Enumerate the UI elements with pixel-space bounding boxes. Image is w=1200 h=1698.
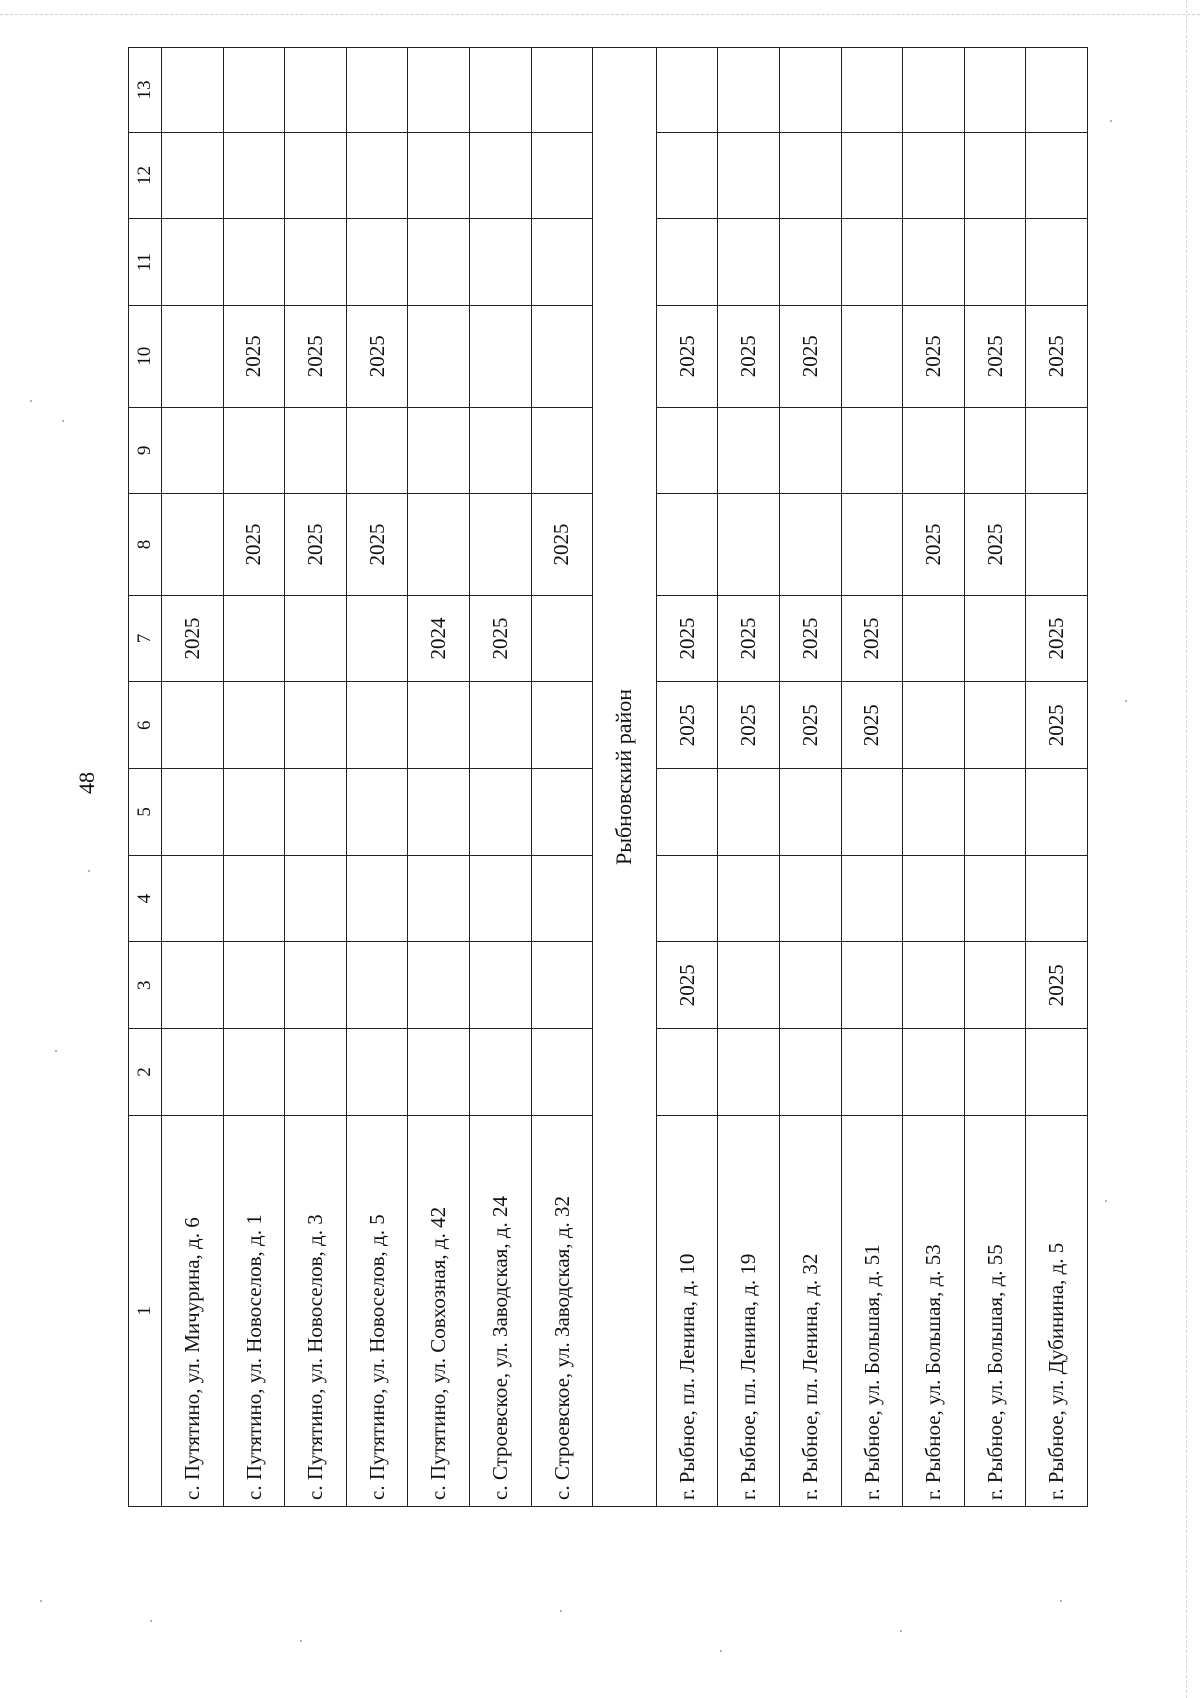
value-cell — [223, 48, 285, 133]
value-cell — [469, 494, 531, 595]
value-cell — [841, 48, 903, 133]
value-cell — [469, 132, 531, 219]
value-cell — [469, 1029, 531, 1116]
address-cell: с. Путятино, ул. Мичурина, д. 6 — [162, 1115, 224, 1506]
value-cell — [408, 306, 470, 407]
value-cell — [469, 407, 531, 494]
value-cell — [285, 407, 347, 494]
value-cell — [1026, 494, 1088, 595]
table-row — [841, 48, 903, 1507]
value-cell — [779, 48, 841, 133]
column-header: 13 — [129, 48, 162, 133]
value-cell — [964, 855, 1026, 942]
value-cell — [162, 682, 224, 769]
column-header: 6 — [129, 682, 162, 769]
value-cell — [346, 132, 408, 219]
table-row — [408, 48, 470, 1507]
value-cell — [223, 1029, 285, 1116]
value-cell — [1026, 219, 1088, 306]
value-cell — [718, 407, 780, 494]
address-cell: г. Рыбное, ул. Дубинина, д. 5 — [1026, 1115, 1088, 1506]
value-cell — [531, 132, 593, 219]
value-cell: 2025 — [223, 494, 285, 595]
table-row — [162, 48, 224, 1507]
column-header: 11 — [129, 219, 162, 306]
value-cell — [718, 769, 780, 856]
value-cell — [285, 682, 347, 769]
value-cell — [285, 219, 347, 306]
value-cell — [964, 595, 1026, 682]
value-cell — [162, 494, 224, 595]
value-cell: 2025 — [779, 306, 841, 407]
value-cell — [964, 219, 1026, 306]
value-cell — [656, 407, 718, 494]
value-cell — [346, 855, 408, 942]
value-cell: 2025 — [531, 494, 593, 595]
value-cell: 2025 — [718, 306, 780, 407]
value-cell — [408, 769, 470, 856]
value-cell: 2025 — [841, 682, 903, 769]
column-header: 8 — [129, 494, 162, 595]
value-cell — [469, 48, 531, 133]
address-cell: г. Рыбное, пл. Ленина, д. 10 — [656, 1115, 718, 1506]
value-cell — [469, 942, 531, 1029]
value-cell — [223, 855, 285, 942]
value-cell — [779, 407, 841, 494]
value-cell — [841, 132, 903, 219]
table-row — [718, 48, 780, 1507]
column-header: 1 — [129, 1115, 162, 1506]
value-cell — [469, 855, 531, 942]
value-cell — [903, 1029, 965, 1116]
value-cell — [469, 769, 531, 856]
value-cell — [841, 219, 903, 306]
address-cell: г. Рыбное, пл. Ленина, д. 19 — [718, 1115, 780, 1506]
value-cell — [718, 494, 780, 595]
column-header: 10 — [129, 306, 162, 407]
table-row — [903, 48, 965, 1507]
value-cell — [1026, 48, 1088, 133]
value-cell — [408, 855, 470, 942]
value-cell — [285, 942, 347, 1029]
value-cell — [346, 942, 408, 1029]
value-cell — [718, 942, 780, 1029]
address-cell: г. Рыбное, ул. Большая, д. 51 — [841, 1115, 903, 1506]
value-cell — [223, 595, 285, 682]
value-cell — [718, 132, 780, 219]
value-cell — [469, 219, 531, 306]
value-cell — [903, 48, 965, 133]
value-cell: 2024 — [408, 595, 470, 682]
value-cell: 2025 — [964, 306, 1026, 407]
value-cell: 2025 — [656, 595, 718, 682]
value-cell — [841, 407, 903, 494]
value-cell — [408, 494, 470, 595]
address-cell: с. Путятино, ул. Новоселов, д. 3 — [285, 1115, 347, 1506]
table-row — [469, 48, 531, 1507]
value-cell — [223, 219, 285, 306]
value-cell — [469, 682, 531, 769]
value-cell: 2025 — [903, 494, 965, 595]
table-row — [223, 48, 285, 1507]
value-cell — [531, 682, 593, 769]
value-cell — [903, 132, 965, 219]
value-cell — [964, 48, 1026, 133]
value-cell — [903, 942, 965, 1029]
address-cell: с. Путятино, ул. Новоселов, д. 5 — [346, 1115, 408, 1506]
value-cell: 2025 — [1026, 306, 1088, 407]
value-cell: 2025 — [346, 494, 408, 595]
value-cell — [162, 942, 224, 1029]
value-cell — [841, 942, 903, 1029]
value-cell: 2025 — [162, 595, 224, 682]
value-cell — [718, 219, 780, 306]
value-cell — [656, 855, 718, 942]
value-cell — [964, 682, 1026, 769]
value-cell — [531, 1029, 593, 1116]
value-cell — [408, 407, 470, 494]
value-cell — [223, 132, 285, 219]
value-cell — [779, 1029, 841, 1116]
value-cell — [718, 1029, 780, 1116]
value-cell — [223, 682, 285, 769]
value-cell — [656, 132, 718, 219]
column-header: 9 — [129, 407, 162, 494]
value-cell — [346, 595, 408, 682]
value-cell — [903, 682, 965, 769]
address-cell: с. Строевское, ул. Заводская, д. 24 — [469, 1115, 531, 1506]
address-cell: с. Путятино, ул. Новоселов, д. 1 — [223, 1115, 285, 1506]
value-cell — [779, 132, 841, 219]
value-cell — [779, 494, 841, 595]
value-cell — [408, 1029, 470, 1116]
value-cell — [285, 855, 347, 942]
value-cell — [964, 942, 1026, 1029]
value-cell — [285, 48, 347, 133]
address-cell: г. Рыбное, ул. Большая, д. 55 — [964, 1115, 1026, 1506]
value-cell: 2025 — [656, 682, 718, 769]
region-heading-row — [593, 48, 657, 1507]
address-cell: г. Рыбное, ул. Большая, д. 53 — [903, 1115, 965, 1506]
table-row — [656, 48, 718, 1507]
value-cell — [1026, 1029, 1088, 1116]
table-row — [964, 48, 1026, 1507]
region-title: Рыбновский район — [593, 48, 657, 1507]
value-cell — [656, 48, 718, 133]
rotated-table-container — [128, 47, 1088, 1507]
value-cell: 2025 — [1026, 682, 1088, 769]
value-cell — [841, 769, 903, 856]
value-cell — [656, 769, 718, 856]
column-number-row — [129, 48, 162, 1507]
value-cell — [1026, 407, 1088, 494]
value-cell: 2025 — [656, 306, 718, 407]
value-cell — [718, 855, 780, 942]
value-cell — [1026, 855, 1088, 942]
address-cell: г. Рыбное, пл. Ленина, д. 32 — [779, 1115, 841, 1506]
table-row — [346, 48, 408, 1507]
value-cell — [223, 407, 285, 494]
value-cell — [346, 407, 408, 494]
value-cell — [841, 855, 903, 942]
page-edge-top — [0, 14, 1200, 15]
value-cell — [531, 769, 593, 856]
value-cell — [718, 48, 780, 133]
value-cell — [779, 942, 841, 1029]
value-cell — [531, 855, 593, 942]
value-cell — [346, 682, 408, 769]
value-cell — [964, 769, 1026, 856]
value-cell — [408, 219, 470, 306]
value-cell: 2025 — [223, 306, 285, 407]
value-cell — [903, 407, 965, 494]
value-cell — [531, 48, 593, 133]
value-cell — [162, 132, 224, 219]
value-cell: 2025 — [964, 494, 1026, 595]
column-header: 2 — [129, 1029, 162, 1116]
value-cell — [903, 769, 965, 856]
value-cell — [408, 682, 470, 769]
table-row — [285, 48, 347, 1507]
column-header: 4 — [129, 855, 162, 942]
value-cell — [903, 855, 965, 942]
value-cell: 2025 — [779, 682, 841, 769]
table-row — [1026, 48, 1088, 1507]
value-cell — [223, 942, 285, 1029]
column-header: 12 — [129, 132, 162, 219]
table-row — [531, 48, 593, 1507]
value-cell — [964, 407, 1026, 494]
value-cell — [162, 48, 224, 133]
schedule-table — [128, 47, 1088, 1507]
value-cell — [841, 1029, 903, 1116]
value-cell — [162, 407, 224, 494]
value-cell — [162, 306, 224, 407]
value-cell — [903, 219, 965, 306]
value-cell — [841, 306, 903, 407]
value-cell — [469, 306, 531, 407]
value-cell — [408, 942, 470, 1029]
value-cell — [162, 219, 224, 306]
value-cell: 2025 — [656, 942, 718, 1029]
value-cell — [656, 494, 718, 595]
value-cell: 2025 — [841, 595, 903, 682]
value-cell: 2025 — [346, 306, 408, 407]
value-cell — [531, 942, 593, 1029]
value-cell — [162, 855, 224, 942]
value-cell: 2025 — [1026, 595, 1088, 682]
value-cell — [779, 769, 841, 856]
value-cell — [346, 1029, 408, 1116]
value-cell — [964, 1029, 1026, 1116]
value-cell: 2025 — [903, 306, 965, 407]
value-cell — [779, 219, 841, 306]
table-row — [779, 48, 841, 1507]
value-cell — [285, 769, 347, 856]
value-cell — [162, 769, 224, 856]
page-edge-right — [1186, 0, 1187, 1698]
value-cell: 2025 — [469, 595, 531, 682]
column-header: 5 — [129, 769, 162, 856]
value-cell — [1026, 769, 1088, 856]
value-cell — [162, 1029, 224, 1116]
address-cell: с. Строевское, ул. Заводская, д. 32 — [531, 1115, 593, 1506]
value-cell: 2025 — [1026, 942, 1088, 1029]
value-cell — [531, 219, 593, 306]
column-header: 7 — [129, 595, 162, 682]
value-cell — [1026, 132, 1088, 219]
value-cell — [346, 48, 408, 133]
value-cell — [285, 595, 347, 682]
page-number: 48 — [74, 772, 99, 794]
value-cell — [841, 494, 903, 595]
value-cell — [656, 219, 718, 306]
value-cell — [408, 48, 470, 133]
value-cell — [531, 407, 593, 494]
value-cell — [779, 855, 841, 942]
value-cell — [346, 769, 408, 856]
value-cell — [408, 132, 470, 219]
value-cell: 2025 — [718, 682, 780, 769]
value-cell — [531, 595, 593, 682]
value-cell: 2025 — [285, 306, 347, 407]
address-cell: с. Путятино, ул. Совхозная, д. 42 — [408, 1115, 470, 1506]
value-cell: 2025 — [779, 595, 841, 682]
value-cell — [964, 132, 1026, 219]
value-cell: 2025 — [285, 494, 347, 595]
value-cell: 2025 — [718, 595, 780, 682]
value-cell — [656, 1029, 718, 1116]
value-cell — [531, 306, 593, 407]
value-cell — [223, 769, 285, 856]
column-header: 3 — [129, 942, 162, 1029]
value-cell — [285, 1029, 347, 1116]
value-cell — [346, 219, 408, 306]
value-cell — [285, 132, 347, 219]
value-cell — [903, 595, 965, 682]
